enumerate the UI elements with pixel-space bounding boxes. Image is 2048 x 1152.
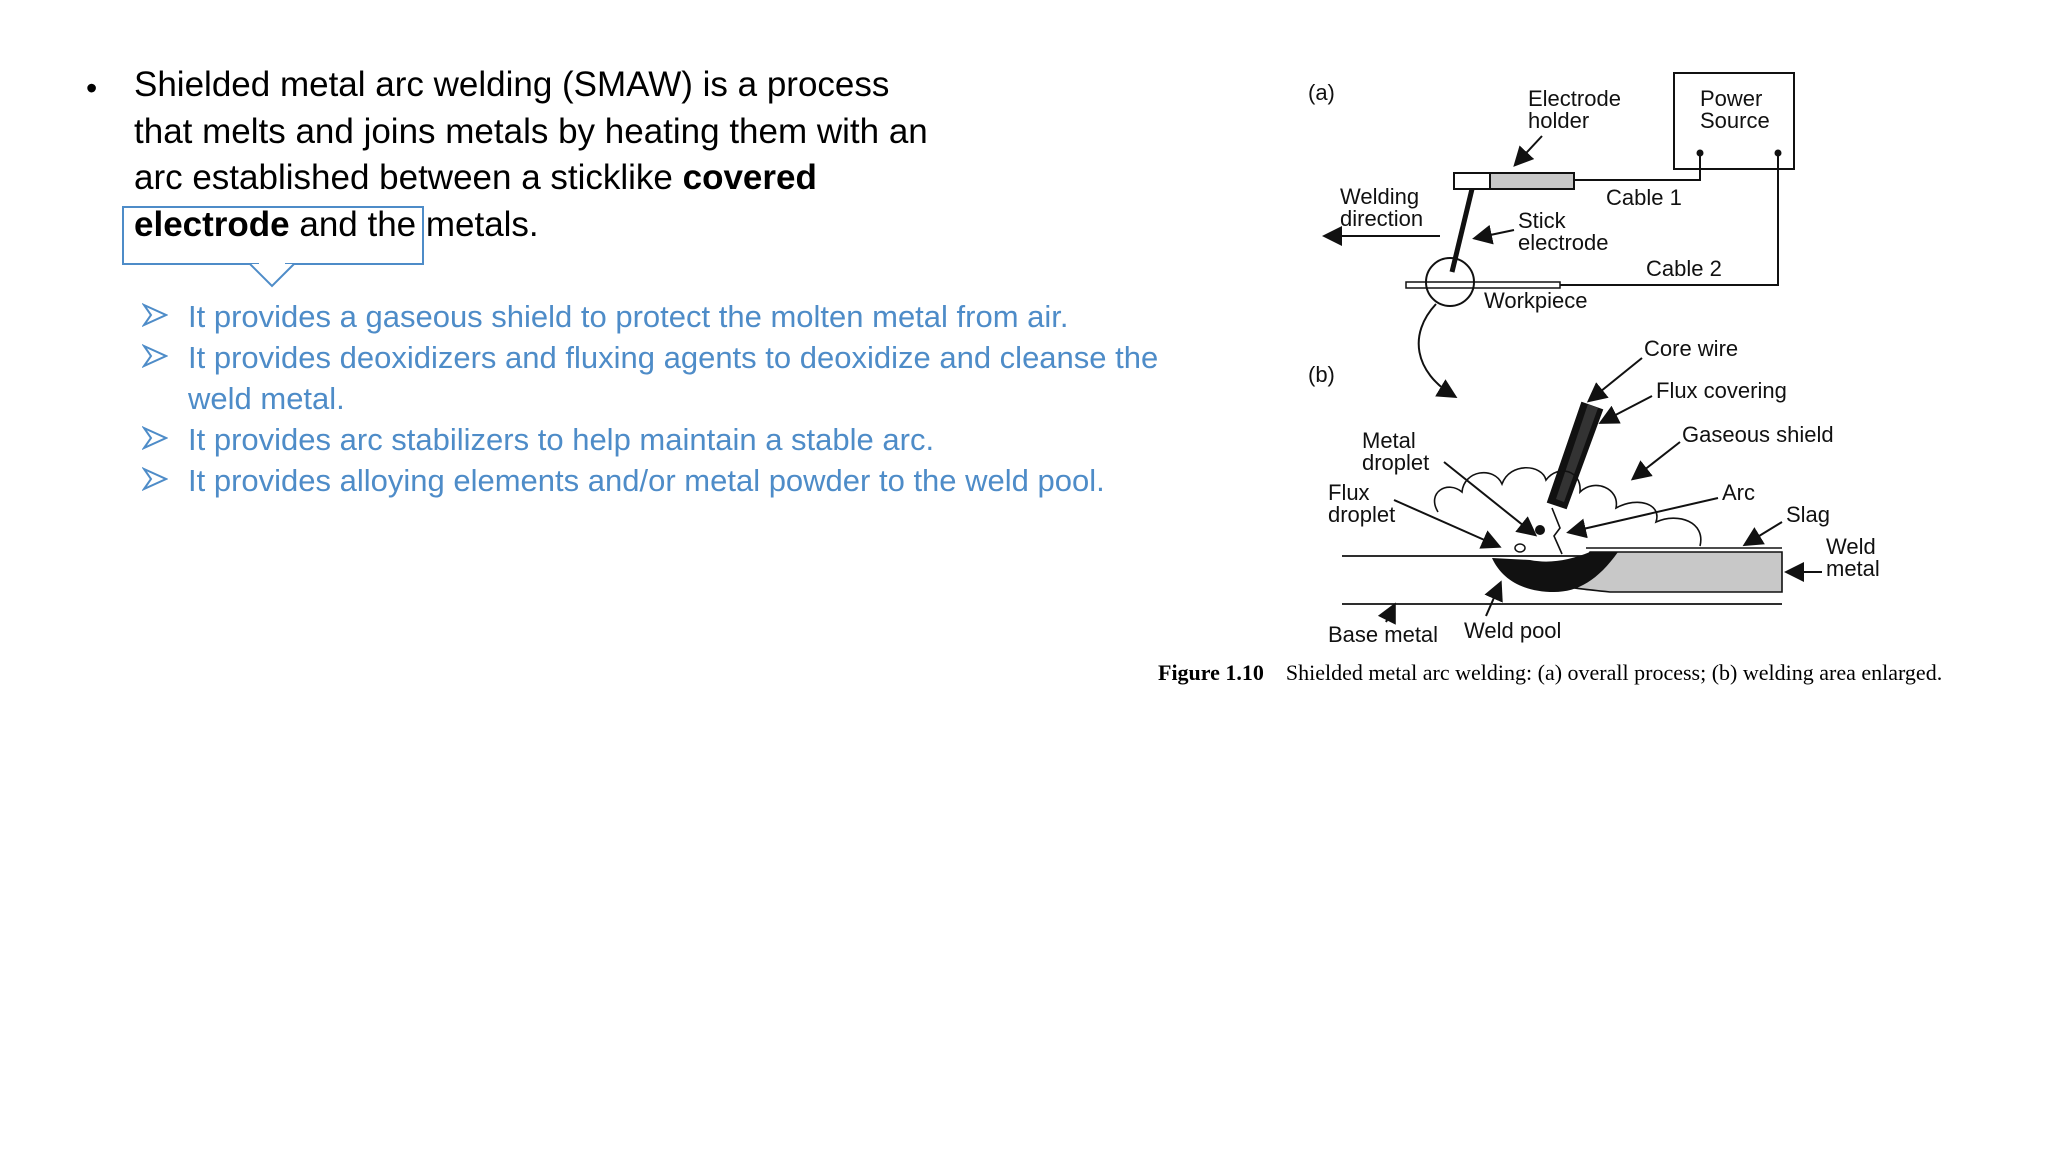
sub-bullet-item xyxy=(140,296,1200,337)
bullet-dot: • xyxy=(86,70,98,106)
weld-pool-arrow xyxy=(1486,584,1500,616)
label-gaseous-shield: Gaseous shield xyxy=(1682,422,1834,447)
caption-text: Shielded metal arc welding: (a) overall process; (b) welding area enlarged. xyxy=(1285,660,1943,685)
arrowhead-bullet-icon xyxy=(142,466,168,492)
label-flux-droplet-2: droplet xyxy=(1328,502,1396,527)
callout-box xyxy=(122,206,424,302)
sub-bullet-text: It provides alloying elements and/or metal powder to the weld pool. xyxy=(188,463,1105,498)
arc-line xyxy=(1552,508,1562,554)
label-flux-covering: Flux covering xyxy=(1656,378,1787,403)
slide-text-area xyxy=(0,0,1180,600)
main-text-after: and the metals. xyxy=(289,204,539,244)
label-arc: Arc xyxy=(1722,480,1755,505)
label-workpiece: Workpiece xyxy=(1484,288,1588,313)
label-power-1: Power xyxy=(1700,86,1763,111)
holder-body xyxy=(1490,173,1574,189)
label-stick-1: Stick xyxy=(1518,208,1566,233)
label-a: (a) xyxy=(1308,80,1335,105)
flux-droplet-arrow xyxy=(1394,500,1498,546)
stick-arrow xyxy=(1476,230,1514,238)
smaw-diagram xyxy=(1150,60,2040,660)
label-power-2: Source xyxy=(1700,108,1770,133)
label-holder-1: Electrode xyxy=(1528,86,1621,111)
arrowhead-bullet-icon xyxy=(142,425,168,451)
sub-bullet-text: It provides a gaseous shield to protect the molten metal from air. xyxy=(188,299,1069,334)
holder-grip xyxy=(1454,173,1490,189)
caption-number: Figure 1.10 xyxy=(1158,660,1264,685)
metal-droplet xyxy=(1535,525,1545,535)
label-weld-metal-1: Weld xyxy=(1826,534,1876,559)
arrowhead-bullet-icon xyxy=(142,302,168,328)
sub-bullet-item xyxy=(140,460,1200,501)
base-metal-arrow xyxy=(1386,606,1394,622)
label-weld-pool: Weld pool xyxy=(1464,618,1562,643)
label-stick-2: electrode xyxy=(1518,230,1609,255)
label-metal-droplet-2: droplet xyxy=(1362,450,1430,475)
flux-covering-arrow xyxy=(1602,396,1652,422)
enlarge-arrow xyxy=(1419,304,1454,396)
label-cable2: Cable 2 xyxy=(1646,256,1722,281)
label-direction-1: Welding xyxy=(1340,184,1420,209)
core-wire-arrow xyxy=(1590,358,1642,400)
main-text-before: Shielded metal arc welding (SMAW) is a process that melts and joins metals by heating them with an arc established between a sticklike xyxy=(134,65,928,197)
holder-arrow xyxy=(1516,136,1542,164)
label-core-wire: Core wire xyxy=(1644,336,1739,361)
label-metal-droplet-1: Metal xyxy=(1362,428,1416,453)
gaseous-shield-arrow xyxy=(1634,442,1680,478)
sub-bullet-item xyxy=(140,337,1200,419)
label-b: (b) xyxy=(1308,362,1335,387)
flux-droplet xyxy=(1515,544,1525,552)
sub-bullet-text: It provides deoxidizers and fluxing agents to deoxidize and cleanse the weld metal. xyxy=(188,340,1159,416)
label-flux-droplet-1: Flux xyxy=(1328,480,1370,505)
main-text-bold: covered electrode xyxy=(134,158,817,244)
sub-bullet-text: It provides arc stabilizers to help maintain a stable arc. xyxy=(188,422,935,457)
label-cable1: Cable 1 xyxy=(1606,185,1682,210)
arrowhead-bullet-icon xyxy=(142,343,168,369)
label-direction-2: direction xyxy=(1340,206,1424,231)
sub-bullet-item xyxy=(140,419,1200,460)
sub-bullet-list xyxy=(140,296,1200,501)
slag-arrow xyxy=(1746,522,1782,544)
smaw-figure xyxy=(1150,60,2040,700)
cable-1 xyxy=(1574,153,1700,180)
label-weld-metal-2: metal xyxy=(1826,556,1880,581)
label-slag: Slag xyxy=(1786,502,1831,527)
label-base-metal: Base metal xyxy=(1328,622,1439,647)
label-holder-2: holder xyxy=(1528,108,1590,133)
figure-caption xyxy=(1158,660,1942,686)
